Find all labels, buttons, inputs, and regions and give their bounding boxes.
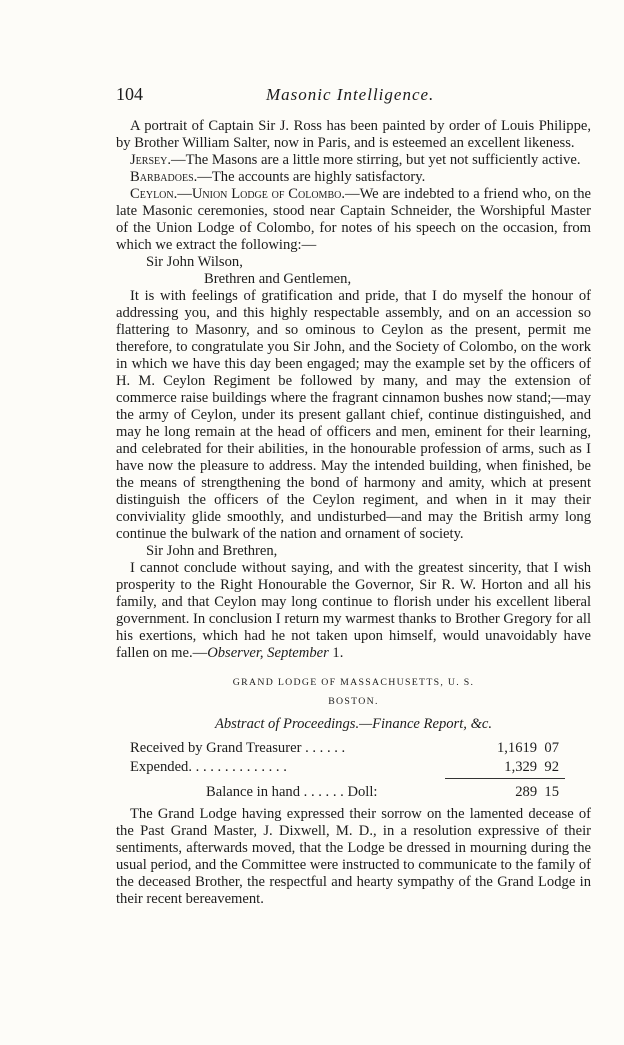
account-balance-row: [116, 783, 591, 802]
account-balance-label: Balance in hand . . . . . . Doll:: [206, 784, 378, 800]
paragraph-barbadoes: [116, 169, 591, 186]
account-total-rule: [116, 777, 591, 781]
page-header: [116, 84, 591, 108]
speech-2-source-end: 1.: [328, 645, 344, 661]
barbadoes-heading: Barbadoes.: [130, 169, 198, 185]
paragraph-speech-1: It is with feelings of gratification and pride, that I do myself the honour of addressing you, and this highly respectable assembly, and on an accession so flattering to Masonry, and so ominous to Ceylon as the present, permit me therefore, to congratulate you Sir John, and the Society of Colombo, on the work in which we have this day been engaged; may the example set by the officers of H. M. Ceylon Regiment be followed by many, and may the extension of commerce raise buildings where the fragrant cinnamon bushes now stand;—may the army of Ceylon, under its present gallant chief, continue distinguished, and may he long remain at the head of officers and men, eminent for their learning, and celebrated for their abilities, in the honourable profession of arms, such as I have now the pleasure to address. May the intended building, when finished, be the means of strengthening the bond of harmony and amity, which at present distinguish the officers of the Ceylon regiment, and when in it may their conviviality glide smoothly, and undisturbed—and may the British army long continue the bulwark of the nation and ornament of society.: [116, 288, 591, 542]
page-content: [116, 84, 591, 908]
jersey-text: —The Masons are a little more stirring, but yet not sufficiently active.: [171, 152, 581, 168]
salutation-sir-john-wilson: Sir John Wilson,: [146, 254, 243, 270]
paragraph-grand-lodge: The Grand Lodge having expressed their sorrow on the lamented decease of the Past Grand Master, J. Dixwell, M. D., in a resolution expressive of their sentiments, afterwards moved, that the Lodge be dressed in mourning during the usual period, and the Committee were instructed to communicate to the family of the deceased Brother, the respectful and hearty sympathy of the Grand Lodge in their recent bereavement.: [116, 806, 591, 907]
ceylon-text: —We are indebted to a friend who, on the late Masonic ceremonies, stood near Captain Schneider, the Worshipful Master of the Union Lodge of Colombo, for notes of his speech on the occasion, from which we extract the following:—: [116, 186, 591, 253]
account-received-row: [116, 739, 591, 758]
grand-lodge-title: GRAND LODGE OF MASSACHUSETTS, U. S.: [232, 677, 475, 688]
paragraph-jersey: [116, 152, 591, 169]
ceylon-heading: Ceylon.—Union Lodge of Colombo.: [130, 186, 345, 202]
running-title: Masonic Intelligence.: [266, 85, 435, 104]
abstract-heading: Abstract of Proceedings.—Finance Report, &c.: [214, 716, 493, 732]
salutation-brethren-gentlemen: Brethren and Gentlemen,: [204, 271, 352, 287]
speech-2-text: I cannot conclude without saying, and with the greatest sincerity, that I wish prosperity to the Right Honourable the Governor, Sir R. W. Horton and all his family, and that Ceylon may long continue to florish under his excellent liberal government. In conclusion I return my warmest thanks to Brother Gregory for all his exertions, which had he not taken upon himself, would unavoidably have fallen on me.—: [116, 560, 591, 661]
account-received-amount: 1,1619 07: [496, 740, 559, 756]
account-balance-amount: 289 15: [515, 784, 559, 800]
barbadoes-text: —The accounts are highly satisfactory.: [197, 169, 426, 185]
paragraph-ceylon: [116, 186, 591, 254]
account-expended-label: Expended. . . . . . . . . . . . . .: [130, 759, 287, 775]
speech-2-source: Observer, September: [207, 645, 329, 661]
salutation-sir-john-brethren: Sir John and Brethren,: [146, 543, 278, 559]
account-expended-row: [116, 758, 591, 777]
paragraph-portrait: A portrait of Captain Sir J. Ross has been painted by order of Louis Philippe, by Brother William Salter, now in Paris, and is esteemed an excellent likeness.: [116, 118, 591, 151]
page-number: 104: [116, 84, 143, 104]
account-expended-amount: 1,329 92: [504, 759, 559, 775]
account-received-label: Received by Grand Treasurer . . . . . .: [130, 740, 346, 756]
paragraph-speech-2: [116, 560, 591, 662]
jersey-heading: Jersey.: [130, 152, 171, 168]
grand-lodge-city: BOSTON.: [328, 696, 379, 707]
